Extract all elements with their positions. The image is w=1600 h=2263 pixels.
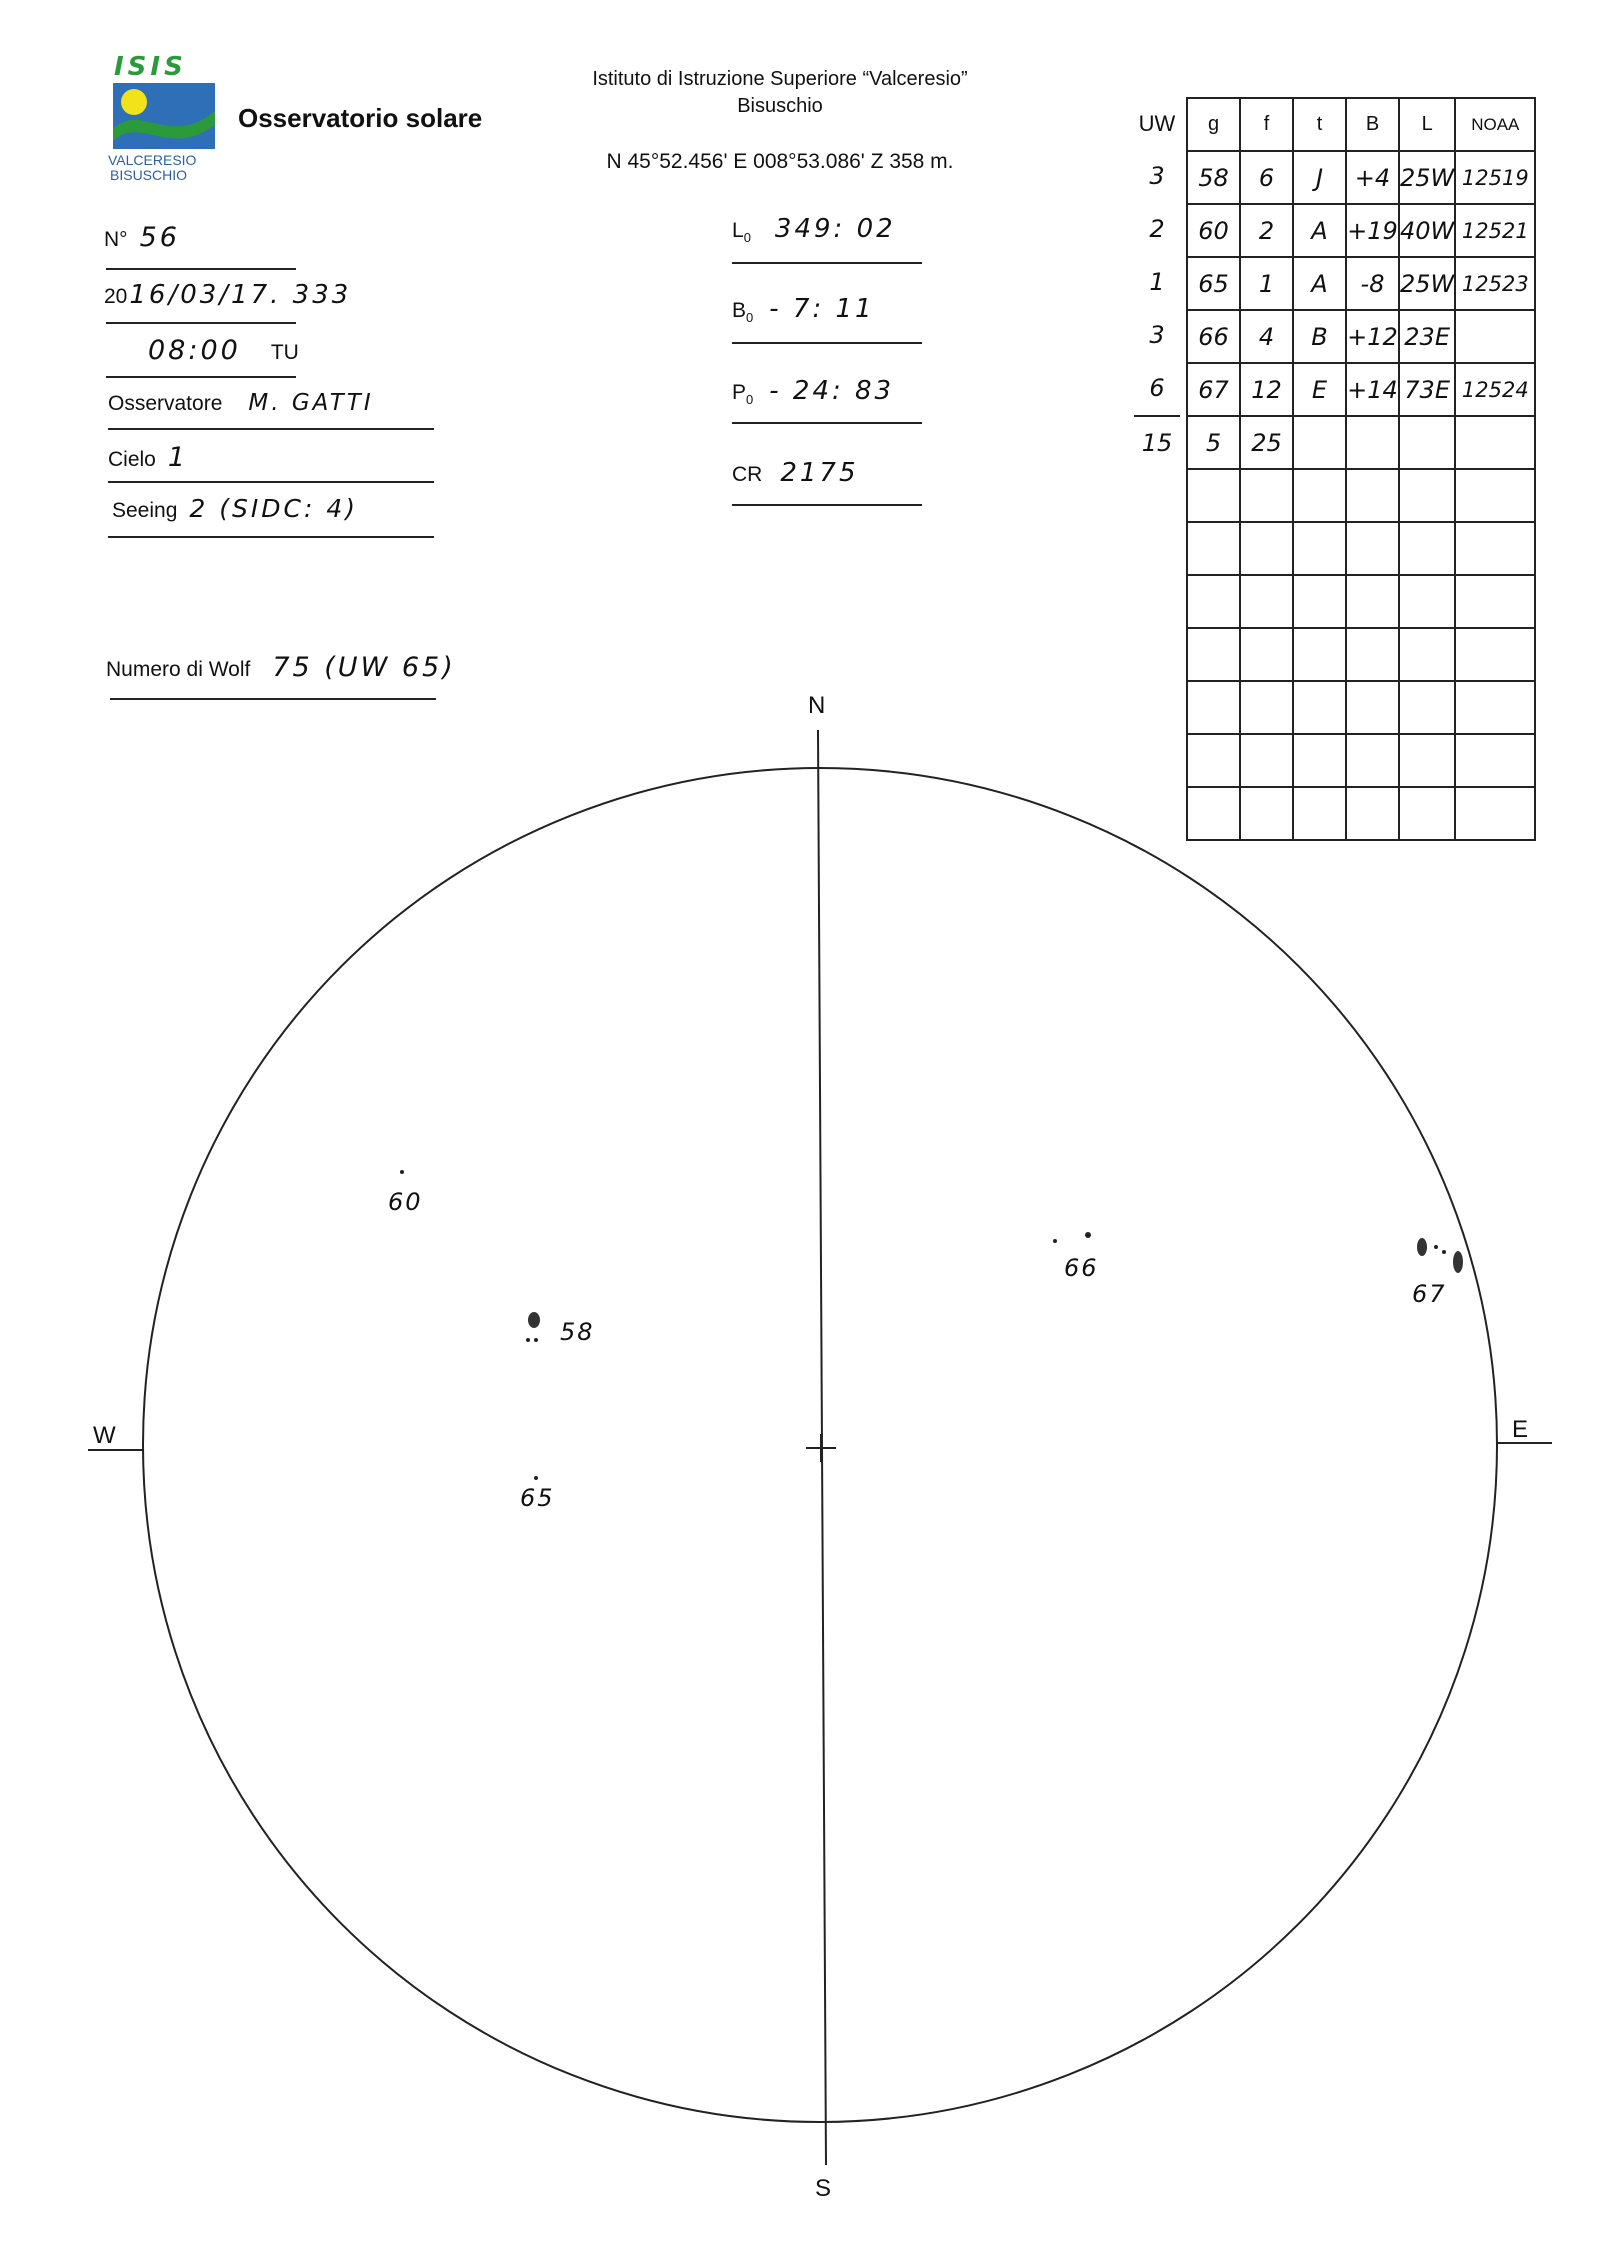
col-header-t: t [1293, 98, 1346, 151]
observer-value: M. GATTI [248, 390, 374, 416]
cell-t: B [1293, 310, 1346, 363]
l0-label: L [732, 219, 744, 242]
sky-label: Cielo [108, 448, 156, 471]
cr-label: CR [732, 463, 763, 486]
cell-noaa: 12524 [1455, 363, 1535, 416]
cell-l: 25W [1399, 151, 1455, 204]
cell-t: J [1293, 151, 1346, 204]
cell-g: 65 [1187, 257, 1240, 310]
logo-text: ISIS [114, 52, 187, 82]
cell-l: 25W [1399, 257, 1455, 310]
time-unit: TU [270, 341, 299, 364]
observer-label: Osservatore [108, 392, 223, 415]
compass-north: N [808, 692, 826, 719]
logo-caption-2: BISUSCHIO [110, 167, 188, 183]
cell-b: +4 [1346, 151, 1399, 204]
sunspot [526, 1338, 530, 1342]
b0-subscript: 0 [746, 310, 754, 326]
sunspot [1053, 1239, 1057, 1243]
sunspot [1442, 1250, 1446, 1254]
cell-l: 73E [1399, 363, 1455, 416]
cell-f: 2 [1240, 204, 1293, 257]
wolf-value: 75 (UW 65) [272, 652, 456, 683]
date-value: 16/03/17. 333 [129, 280, 352, 310]
l0-value: 349: 02 [774, 214, 896, 244]
sunspot [400, 1170, 404, 1174]
number-value: 56 [139, 222, 180, 253]
observatory-coordinates: N 45°52.456' E 008°53.086' Z 358 m. [606, 150, 954, 173]
date-prefix: 20 [104, 285, 128, 308]
l0-subscript: 0 [743, 230, 751, 246]
sky-value: 1 [167, 442, 189, 473]
cell-l: 40W [1399, 204, 1455, 257]
uw-cell: 3 [1149, 162, 1165, 190]
cell-f: 1 [1240, 257, 1293, 310]
group-label: 67 [1412, 1280, 1447, 1308]
p0-label: P [732, 381, 747, 404]
seeing-label: Seeing [112, 499, 178, 522]
cell-l: 23E [1399, 310, 1455, 363]
cell-t: A [1293, 204, 1346, 257]
cell-g: 58 [1187, 151, 1240, 204]
group-label: 66 [1064, 1254, 1099, 1282]
uw-header: UW [1138, 111, 1176, 136]
cell-b: -8 [1346, 257, 1399, 310]
group-label: 60 [388, 1188, 423, 1216]
cell-b: +19 [1346, 204, 1399, 257]
cell-t: E [1293, 363, 1346, 416]
col-header-g: g [1187, 98, 1240, 151]
logo-caption-1: VALCERESIO [108, 152, 197, 168]
cell-b: +14 [1346, 363, 1399, 416]
sunspot [534, 1338, 538, 1342]
institute-line-1: Istituto di Istruzione Superiore “Valceresio” [592, 68, 968, 90]
cell-t: A [1293, 257, 1346, 310]
uw-total: 15 [1134, 415, 1180, 470]
sunspot [1085, 1232, 1091, 1238]
cell-b: +12 [1346, 310, 1399, 363]
cell-f: 4 [1240, 310, 1293, 363]
compass-south: S [815, 2175, 832, 2202]
total-g: 5 [1187, 416, 1240, 469]
b0-label: B [732, 299, 747, 322]
total-f: 25 [1240, 416, 1293, 469]
col-header-f: f [1240, 98, 1293, 151]
cell-g: 67 [1187, 363, 1240, 416]
col-header-b: B [1346, 98, 1399, 151]
b0-value: - 7: 11 [769, 294, 875, 324]
cell-g: 60 [1187, 204, 1240, 257]
compass-west: W [93, 1422, 116, 1449]
number-label: N° [104, 228, 128, 251]
time-value: 08:00 [148, 335, 241, 366]
sunspot [534, 1476, 538, 1480]
sunspot [1417, 1238, 1427, 1256]
uw-cell: 2 [1149, 215, 1165, 243]
p0-value: - 24: 83 [769, 376, 895, 406]
uw-cell: 6 [1149, 374, 1165, 402]
cell-f: 6 [1240, 151, 1293, 204]
cell-noaa: 12519 [1455, 151, 1535, 204]
col-header-noaa: NOAA [1455, 98, 1535, 151]
cell-noaa: 12521 [1455, 204, 1535, 257]
group-label: 58 [560, 1318, 595, 1346]
institute-line-2: Bisuschio [737, 95, 823, 117]
cr-value: 2175 [780, 458, 859, 488]
col-header-l: L [1399, 98, 1455, 151]
observatory-title: Osservatorio solare [238, 103, 483, 133]
seeing-value: 2 (SIDC: 4) [189, 494, 358, 523]
uw-cell: 1 [1149, 268, 1165, 296]
p0-subscript: 0 [746, 392, 754, 408]
sunspot [1453, 1251, 1463, 1273]
cell-noaa: 12523 [1455, 257, 1535, 310]
cell-f: 12 [1240, 363, 1293, 416]
compass-east: E [1512, 1416, 1529, 1443]
sunspot [1434, 1245, 1438, 1249]
group-label: 65 [520, 1484, 555, 1512]
uw-cell: 3 [1149, 321, 1165, 349]
sunspot [528, 1312, 540, 1328]
wolf-label: Numero di Wolf [106, 658, 251, 681]
cell-g: 66 [1187, 310, 1240, 363]
